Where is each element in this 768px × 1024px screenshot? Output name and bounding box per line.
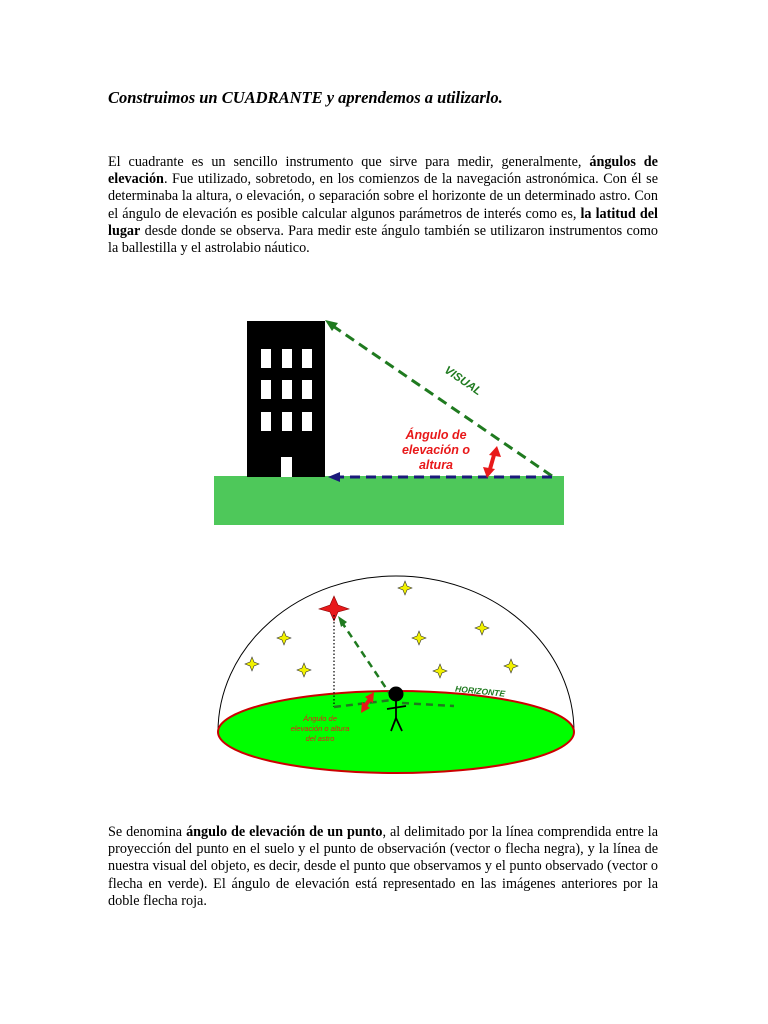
angle-label-line3: altura	[418, 458, 454, 472]
dome-angle-label-line2: elevación o altura	[290, 724, 350, 733]
visual-label: VISUAL	[441, 364, 484, 399]
document-title: Construimos un CUADRANTE y aprendemos a utilizarlo.	[108, 88, 503, 107]
definition-paragraph	[108, 824, 658, 910]
definition-bold-1: ángulo de elevación de un punto	[186, 824, 383, 840]
angle-label-line1: Ángulo de	[405, 428, 467, 442]
intro-paragraph	[108, 154, 658, 257]
intro-text-1: El cuadrante es un sencillo instrumento que sirve para medir, generalmente,	[108, 154, 590, 170]
star-icon	[433, 664, 447, 678]
intro-bold-2: la latitud del lugar	[108, 205, 659, 239]
intro-bold-1: ángulos de elevación	[108, 154, 658, 188]
celestial-dome-svg	[214, 575, 578, 777]
star-icon	[277, 631, 291, 645]
dome-angle-label-line1: Ángulo de	[303, 714, 337, 723]
window	[302, 412, 312, 431]
ground-strip	[214, 476, 564, 525]
star-icon	[297, 663, 311, 677]
window	[282, 349, 292, 368]
intro-text-2: . Fue utilizado, sobretodo, en los comienzos de la navegación astronómica. Con él se determinaba la altura, o elevación, o separación sobre el horizonte de un determinado astro. Con el ángulo de elevación es posible calcular algunos parámetros de interés como es,	[108, 171, 658, 222]
star-icon	[412, 631, 426, 645]
visual-line-to-star	[341, 621, 392, 697]
window	[282, 380, 292, 399]
building-elevation-figure	[214, 283, 564, 527]
window	[261, 412, 271, 431]
window	[261, 380, 271, 399]
definition-text-2: , al delimitado por la línea comprendida entre la proyección del punto en el suelo y el punto de observación (vector o flecha negra), y la línea de nuestra visual del objeto, es decir, desde el punto que observamos y el punto observado (vector o flecha en verde). El ángulo de elevación está representado en las imágenes anteriores por la doble flecha roja.	[108, 824, 658, 909]
building-door	[281, 457, 292, 477]
star-icon	[245, 657, 259, 671]
horizon-label: HORIZONTE	[454, 683, 506, 699]
star-icon	[504, 659, 518, 673]
window	[261, 349, 271, 368]
celestial-dome-figure	[214, 575, 578, 777]
star-icon	[475, 621, 489, 635]
observed-star-icon	[319, 596, 349, 621]
visual-arrowhead	[338, 616, 347, 627]
double-arrow-icon	[483, 446, 501, 478]
star-icon	[398, 581, 412, 595]
window	[302, 380, 312, 399]
definition-text-1: Se denomina	[108, 824, 187, 840]
dome-angle-label-line3: del astro	[305, 734, 335, 743]
stars	[245, 581, 518, 678]
window	[302, 349, 312, 368]
observer-head	[389, 687, 404, 702]
building-elevation-svg	[214, 283, 564, 527]
window	[282, 412, 292, 431]
angle-label-line2: elevación o	[401, 443, 471, 457]
intro-text-3: desde donde se observa. Para medir este ángulo también se utilizaron instrumentos como la ballestilla y el astrolabio náutico.	[108, 222, 658, 257]
